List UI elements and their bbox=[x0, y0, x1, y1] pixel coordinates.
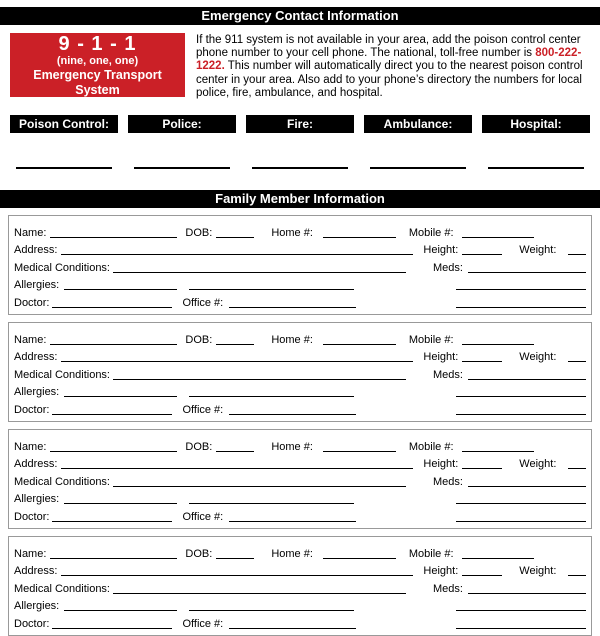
height-blank-line bbox=[462, 573, 502, 576]
meds-blank-line bbox=[468, 591, 586, 594]
meds-continuation-line bbox=[456, 626, 586, 629]
meds-continuation-line bbox=[456, 412, 586, 415]
blank-line bbox=[16, 167, 111, 169]
home-phone-blank-line bbox=[323, 556, 396, 559]
doctor-blank-line bbox=[52, 519, 172, 522]
medical-conditions-label: Medical Conditions: bbox=[14, 368, 110, 381]
office-phone-blank-line bbox=[229, 305, 356, 308]
intro-paragraph bbox=[196, 33, 590, 100]
name-label: Name: bbox=[14, 547, 47, 560]
intro-text-before: If the 911 system is not available in your area, add the poison control center phone number to your cell phone. The national, toll-free number is bbox=[196, 34, 581, 60]
mobile-phone-label: Mobile #: bbox=[408, 440, 454, 453]
member-row-medical bbox=[14, 577, 586, 595]
allergies-label: Allergies: bbox=[14, 386, 60, 399]
height-label: Height: bbox=[423, 244, 459, 257]
weight-label: Weight: bbox=[519, 351, 557, 364]
dob-label: DOB: bbox=[185, 226, 213, 239]
doctor-blank-line bbox=[52, 305, 172, 308]
blank-line bbox=[134, 167, 229, 169]
name-label: Name: bbox=[14, 440, 47, 453]
family-member-block bbox=[8, 322, 592, 422]
meds-label: Meds: bbox=[433, 261, 463, 274]
member-row-address bbox=[14, 239, 586, 257]
doctor-label: Doctor: bbox=[14, 296, 50, 309]
meds-continuation-line bbox=[456, 519, 586, 522]
allergies-continuation-line bbox=[189, 394, 354, 397]
mobile-phone-blank-line bbox=[462, 449, 534, 452]
name-blank-line bbox=[50, 235, 177, 238]
doctor-label: Doctor: bbox=[14, 510, 50, 523]
911-number: 9 - 1 - 1 bbox=[58, 32, 137, 55]
allergies-blank-line bbox=[64, 394, 177, 397]
allergies-blank-line bbox=[64, 287, 177, 290]
weight-label: Weight: bbox=[519, 458, 557, 471]
intro-section bbox=[10, 33, 590, 100]
doctor-blank-line bbox=[52, 626, 172, 629]
address-blank-line bbox=[61, 359, 413, 362]
name-label: Name: bbox=[14, 226, 47, 239]
member-row-allergies bbox=[14, 595, 586, 613]
weight-label: Weight: bbox=[519, 565, 557, 578]
meds-label: Meds: bbox=[433, 582, 463, 595]
dob-blank-line bbox=[216, 449, 254, 452]
weight-blank-line bbox=[568, 359, 586, 362]
weight-blank-line bbox=[568, 573, 586, 576]
member-row-address bbox=[14, 453, 586, 471]
mobile-phone-label: Mobile #: bbox=[408, 226, 454, 239]
intro-text-after: This number will automatically direct you to the nearest poison control center in your area. Also add to your phone’s directory the numbers for local police, fire, ambulance, and hospital. bbox=[196, 60, 583, 99]
medical-conditions-label: Medical Conditions: bbox=[14, 261, 110, 274]
home-phone-label: Home #: bbox=[271, 333, 313, 346]
address-blank-line bbox=[61, 466, 413, 469]
label-ambulance: Ambulance: bbox=[364, 115, 472, 133]
allergies-blank-line bbox=[64, 608, 177, 611]
member-row-medical bbox=[14, 256, 586, 274]
meds-label: Meds: bbox=[433, 368, 463, 381]
height-blank-line bbox=[462, 359, 502, 362]
family-member-block bbox=[8, 536, 592, 636]
emergency-contact-blanks-row bbox=[10, 156, 590, 174]
hospital-blank bbox=[482, 156, 590, 174]
name-blank-line bbox=[50, 449, 177, 452]
meds-continuation-line bbox=[456, 394, 586, 397]
height-label: Height: bbox=[423, 458, 459, 471]
label-police: Police: bbox=[128, 115, 236, 133]
medical-conditions-blank-line bbox=[113, 484, 406, 487]
member-row-doctor bbox=[14, 612, 586, 630]
section-title-family-member: Family Member Information bbox=[0, 190, 600, 208]
allergies-blank-line bbox=[64, 501, 177, 504]
name-blank-line bbox=[50, 342, 177, 345]
office-phone-blank-line bbox=[229, 412, 356, 415]
medical-conditions-label: Medical Conditions: bbox=[14, 582, 110, 595]
mobile-phone-blank-line bbox=[462, 556, 534, 559]
medical-conditions-blank-line bbox=[113, 377, 406, 380]
meds-continuation-line bbox=[456, 305, 586, 308]
family-member-block bbox=[8, 429, 592, 529]
police-blank bbox=[128, 156, 236, 174]
ambulance-blank bbox=[364, 156, 472, 174]
member-row-doctor bbox=[14, 291, 586, 309]
mobile-phone-label: Mobile #: bbox=[408, 333, 454, 346]
office-phone-blank-line bbox=[229, 626, 356, 629]
address-blank-line bbox=[61, 573, 413, 576]
label-poison-control: Poison Control: bbox=[10, 115, 118, 133]
name-blank-line bbox=[50, 556, 177, 559]
dob-label: DOB: bbox=[185, 333, 213, 346]
height-label: Height: bbox=[423, 565, 459, 578]
medical-conditions-label: Medical Conditions: bbox=[14, 475, 110, 488]
label-fire: Fire: bbox=[246, 115, 354, 133]
doctor-label: Doctor: bbox=[14, 403, 50, 416]
doctor-label: Doctor: bbox=[14, 617, 50, 630]
dob-label: DOB: bbox=[185, 440, 213, 453]
allergies-continuation-line bbox=[189, 287, 354, 290]
meds-blank-line bbox=[468, 270, 586, 273]
family-member-block bbox=[8, 215, 592, 315]
blank-line bbox=[370, 167, 465, 169]
office-phone-label: Office #: bbox=[182, 296, 224, 309]
meds-blank-line bbox=[468, 377, 586, 380]
office-phone-label: Office #: bbox=[182, 403, 224, 416]
dob-label: DOB: bbox=[185, 547, 213, 560]
meds-label: Meds: bbox=[433, 475, 463, 488]
member-row-address bbox=[14, 346, 586, 364]
member-row-address bbox=[14, 560, 586, 578]
home-phone-label: Home #: bbox=[271, 440, 313, 453]
office-phone-label: Office #: bbox=[182, 510, 224, 523]
medical-conditions-blank-line bbox=[113, 591, 406, 594]
home-phone-blank-line bbox=[323, 342, 396, 345]
label-hospital: Hospital: bbox=[482, 115, 590, 133]
mobile-phone-blank-line bbox=[462, 235, 534, 238]
member-row-name bbox=[14, 328, 586, 346]
medical-conditions-blank-line bbox=[113, 270, 406, 273]
member-row-name bbox=[14, 221, 586, 239]
member-row-allergies bbox=[14, 381, 586, 399]
mobile-phone-blank-line bbox=[462, 342, 534, 345]
poison-control-phone-number: 800-222-1222. bbox=[196, 47, 582, 73]
office-phone-blank-line bbox=[229, 519, 356, 522]
office-phone-label: Office #: bbox=[182, 617, 224, 630]
doctor-blank-line bbox=[52, 412, 172, 415]
address-label: Address: bbox=[14, 458, 58, 471]
member-row-medical bbox=[14, 363, 586, 381]
member-row-name bbox=[14, 435, 586, 453]
address-blank-line bbox=[61, 252, 413, 255]
911-subtitle: (nine, one, one) bbox=[56, 54, 139, 67]
section-title-emergency-contact: Emergency Contact Information bbox=[0, 7, 600, 25]
height-blank-line bbox=[462, 252, 502, 255]
member-row-allergies bbox=[14, 274, 586, 292]
allergies-continuation-line bbox=[189, 608, 354, 611]
home-phone-label: Home #: bbox=[271, 226, 313, 239]
911-caption: Emergency Transport System bbox=[33, 67, 162, 97]
address-label: Address: bbox=[14, 244, 58, 257]
member-row-allergies bbox=[14, 488, 586, 506]
emergency-contact-labels-row bbox=[10, 115, 590, 133]
weight-label: Weight: bbox=[519, 244, 557, 257]
blank-line bbox=[252, 167, 347, 169]
dob-blank-line bbox=[216, 342, 254, 345]
name-label: Name: bbox=[14, 333, 47, 346]
mobile-phone-label: Mobile #: bbox=[408, 547, 454, 560]
home-phone-blank-line bbox=[323, 449, 396, 452]
meds-continuation-line bbox=[456, 287, 586, 290]
allergies-continuation-line bbox=[189, 501, 354, 504]
member-row-name bbox=[14, 542, 586, 560]
poison-control-blank bbox=[10, 156, 118, 174]
dob-blank-line bbox=[216, 235, 254, 238]
height-blank-line bbox=[462, 466, 502, 469]
blank-line bbox=[488, 167, 583, 169]
fire-blank bbox=[246, 156, 354, 174]
member-row-doctor bbox=[14, 505, 586, 523]
height-label: Height: bbox=[423, 351, 459, 364]
member-row-medical bbox=[14, 470, 586, 488]
dob-blank-line bbox=[216, 556, 254, 559]
meds-continuation-line bbox=[456, 608, 586, 611]
weight-blank-line bbox=[568, 252, 586, 255]
meds-continuation-line bbox=[456, 501, 586, 504]
home-phone-blank-line bbox=[323, 235, 396, 238]
address-label: Address: bbox=[14, 351, 58, 364]
allergies-label: Allergies: bbox=[14, 600, 60, 613]
allergies-label: Allergies: bbox=[14, 493, 60, 506]
meds-blank-line bbox=[468, 484, 586, 487]
weight-blank-line bbox=[568, 466, 586, 469]
address-label: Address: bbox=[14, 565, 58, 578]
911-red-box bbox=[10, 33, 185, 97]
home-phone-label: Home #: bbox=[271, 547, 313, 560]
allergies-label: Allergies: bbox=[14, 279, 60, 292]
member-row-doctor bbox=[14, 398, 586, 416]
